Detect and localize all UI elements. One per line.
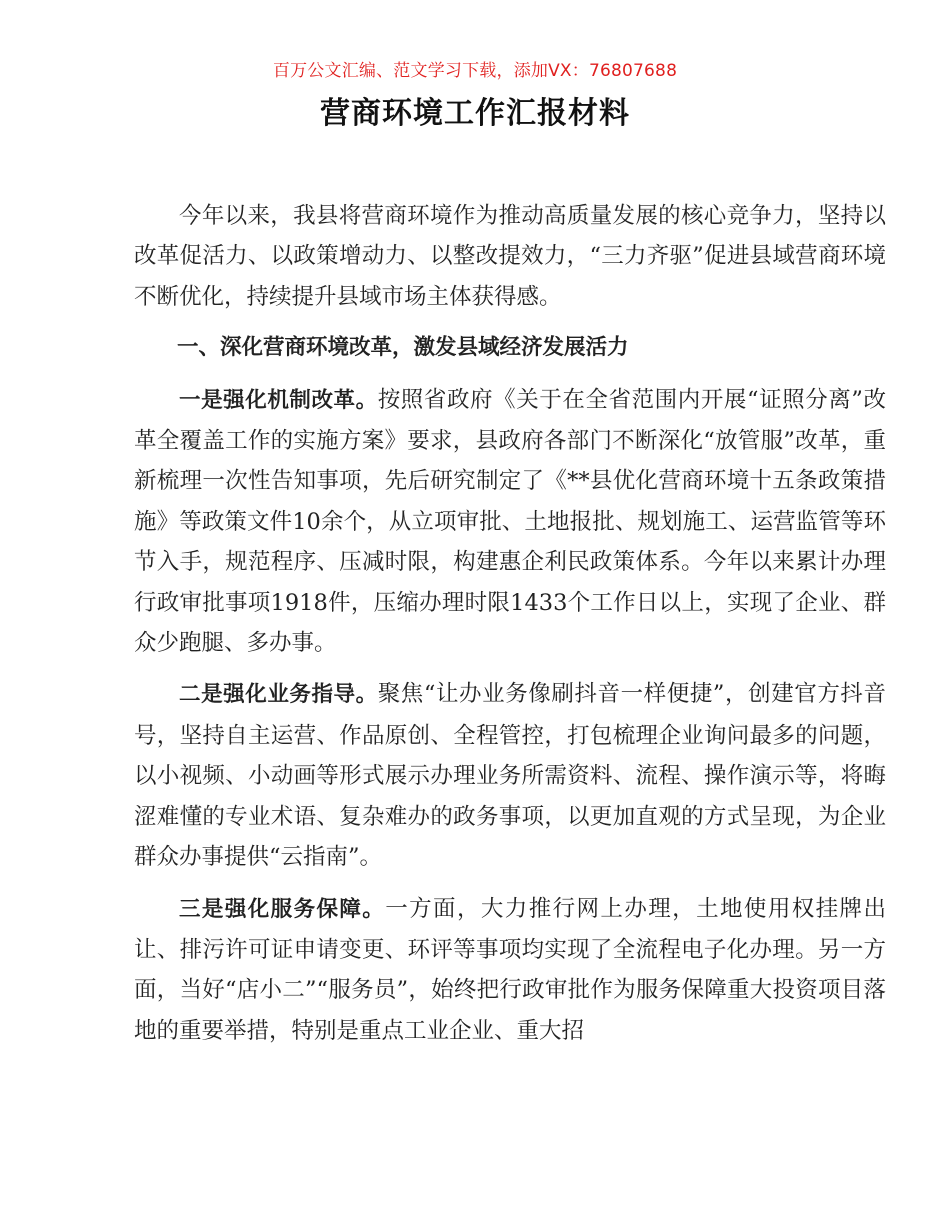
paragraph-text: 一方面，大力推行网上办理，土地使用权挂牌出让、排污许可证申请变更、环评等事项均实现了全流程电子化办理。另一方面，当好“店小二”“服务员”，始终把行政审批作为服务保障重大投资项目落地的重要举措，特别是重点工业企业、重大招 [134,895,886,1044]
document-title: 营商环境工作汇报材料 [320,96,630,131]
paragraph-text: 按照省政府《关于在全省范围内开展“证照分离”改革全覆盖工作的实施方案》要求，县政府各部门不断深化“放管服”改革，重新梳理一次性告知事项，先后研究制定了《**县优化营商环境十五条政策措施》等政策文件10余个，从立项审批、土地报批、规划施工、运营监管等环节入手，规范程序、压减时限，构建惠企利民政策体系。今年以来累计办理行政审批事项1918件，压缩办理时限1433个工作日以上，实现了企业、群众少跑腿、多办事。 [134,386,886,657]
paragraph-service-guarantee [134,889,886,1052]
document-body [134,196,886,1062]
paragraph-lead: 三是强化服务保障。 [179,896,386,922]
section-heading-1: 一、深化营商环境改革，激发县域经济发展活力 [177,335,629,361]
paragraph-lead: 一是强化机制改革。 [179,387,378,413]
intro-paragraph: 今年以来，我县将营商环境作为推动高质量发展的核心竞争力，坚持以改革促活力、以政策增动力、以整改提效力，“三力齐驱”促进县域营商环境不断优化，持续提升县域市场主体获得感。 [134,203,886,310]
watermark-banner: 百万公文汇编、范文学习下载，添加VX：76807688 [272,61,678,81]
paragraph-mechanism-reform [134,380,886,664]
paragraph-text: 聚焦“让办业务像刷抖音一样便捷”，创建官方抖音号，坚持自主运营、作品原创、全程管控，打包梳理企业询问最多的问题，以小视频、小动画等形式展示办理业务所需资料、流程、操作演示等，将晦涩难懂的专业术语、复杂难办的政务事项，以更加直观的方式呈现，为企业群众办事提供“云指南”。 [134,681,886,871]
paragraph-business-guidance [134,674,886,877]
paragraph-lead: 二是强化业务指导。 [179,682,378,708]
